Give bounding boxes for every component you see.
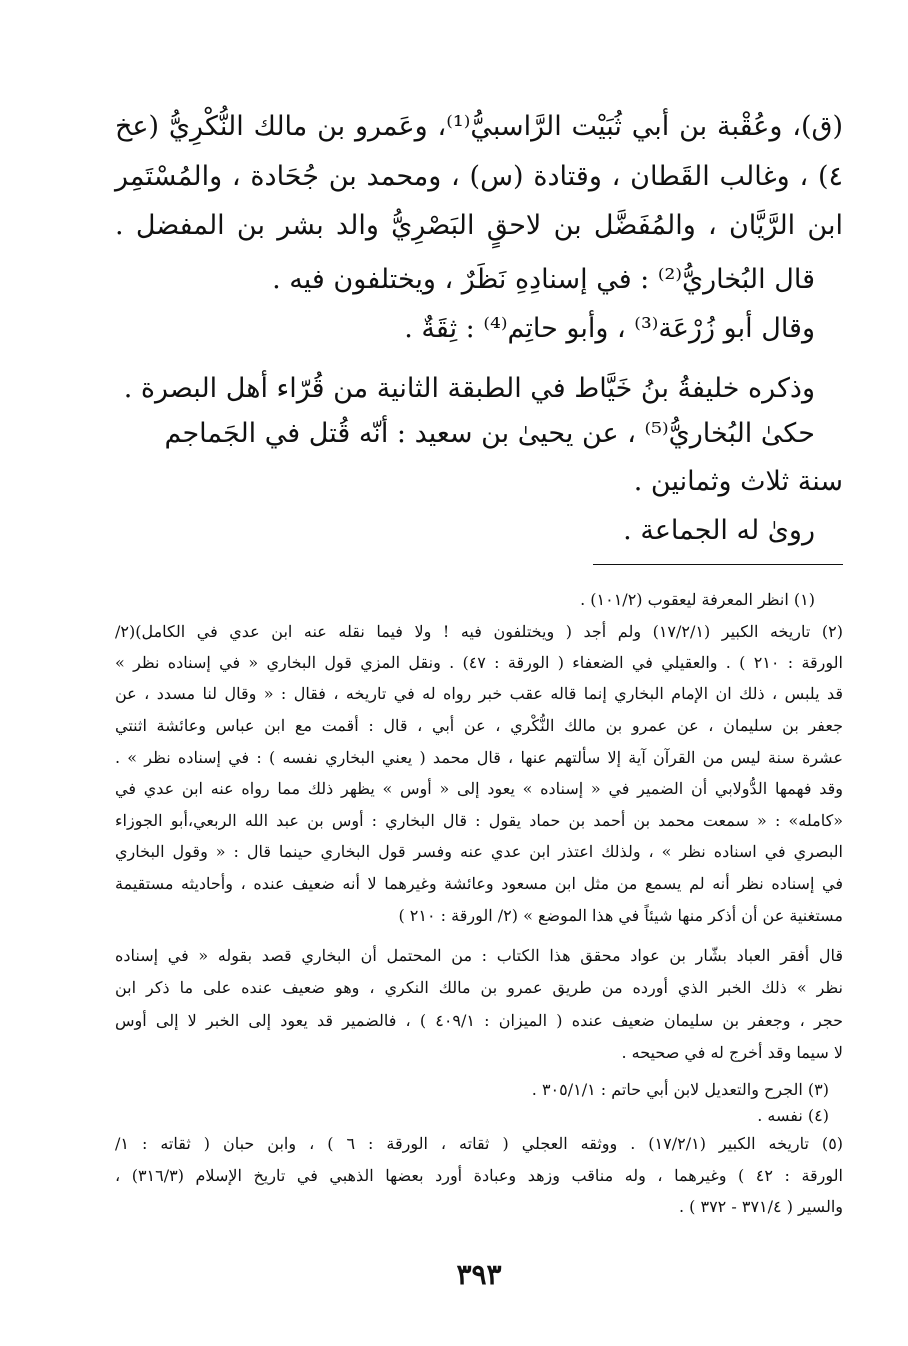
- footnote-line: «كامله» : « سمعت محمد بن أحمد بن حماد يقول : قال البخاري : أوس بن عبد الله الربعي،أبو الجوزاء: [115, 811, 843, 830]
- footnote-line: قد يلبس ، ذلك ان الإمام البخاري إنما قاله عقب خبر رواه له في تاريخه ، فقال : « وقال لنا مسدد ، عن: [115, 684, 843, 703]
- footnote-line: قال أفقر العباد بشّار بن عواد محقق هذا الكتاب : من المحتمل أن البخاري قصد بقوله « في إسناده: [115, 946, 843, 965]
- main-text-line: ابن الرَّيَّان ، والمُفَضَّل بن لاحقٍ البَصْرِيُّ والد بشر بن المفضل .: [115, 210, 843, 241]
- footnote-line: الورقة : ٤٢ ) وغيرهما ، وله مناقب وزهد وعبادة أورد بعضها الذهبي في تاريخ الإسلام (٣١٦/٣) ،: [115, 1166, 843, 1185]
- footnote-line: حجر ، وجعفر بن سليمان ضعيف عنده ( الميزان : ٤٠٩/١ ) ، فالضمير قد يعود إلى الخبر لا إلى أوس: [115, 1011, 843, 1030]
- main-text-line: روىٰ له الجماعة .: [623, 515, 815, 546]
- footnote-line: (٥) تاريخه الكبير (١٧/٢/١) . ووثقه العجلي ( ثقاته ، الورقة : ٦ ) ، وابن حبان ( ثقاته : ١/: [115, 1134, 844, 1153]
- footnote-line: الورقة : ٢١٠ ) . والعقيلي في الضعفاء ( الورقة : ٤٧) . ونقل المزي قول البخاري « في إسناده نظر »: [115, 653, 843, 672]
- main-text-line: حكىٰ البُخاريُّ⁽⁵⁾ ، عن يحيىٰ بن سعيد : أنّه قُتل في الجَماجم: [164, 418, 815, 449]
- main-text-line: (ق)، وعُقْبة بن أبي ثُبَيْت الرَّاسبيُّ⁽¹⁾، وعَمرو بن مالك النُّكْرِيُّ (عخ: [115, 111, 843, 142]
- book-page: [115, 0, 843, 1346]
- footnote-line: لا سيما وقد أخرج له في صحيحه .: [621, 1043, 843, 1062]
- footnote-line: وقد فهمها الدُّولابي أن الضمير في « إسناده » يعود إلى « أوس » يظهر ذلك مما رواه عنه ابن عدي في: [115, 779, 843, 798]
- page-number: ٣٩٣: [456, 1258, 502, 1291]
- footnote-line: البصري في اسناده نظر » ، ولذلك اعتذر ابن عدي عنه وفسر قول البخاري حينما قال : « وقول البخاري: [115, 842, 843, 861]
- main-text-line: وقال أبو زُرْعَة⁽³⁾ ، وأبو حاتِم⁽⁴⁾ : ثِقَةٌ .: [404, 313, 815, 344]
- footnote-line: مستغنية عن أن أذكر منها شيئاً في هذا الموضع » (٢/ الورقة : ٢١٠ ): [398, 906, 843, 925]
- footnote-line: في إسناده نظر أنه لم يسمع من مثل ابن مسعود وعائشة وغيرهما لا أنه ضعيف عنده ، وأحاديثه مستقيمة: [115, 874, 844, 893]
- footnote-line: (٤) نفسه .: [757, 1106, 829, 1125]
- main-text-line: قال البُخاريُّ⁽²⁾ : في إسنادِهِ نَظَرٌ ، ويختلفون فيه .: [272, 264, 815, 295]
- footnote-line: والسير ( ٣٧١/٤ - ٣٧٢ ) .: [678, 1197, 843, 1216]
- footnote-line: (٣) الجرح والتعديل لابن أبي حاتم : ٣٠٥/١/١ .: [531, 1080, 829, 1099]
- footnote-separator: [593, 564, 843, 565]
- footnote-line: عشرة سنة ليس من القرآن آية إلا سألتهم عنها ، قال محمد ( يعني البخاري نفسه ) : في إسناده نظر » .: [115, 748, 843, 767]
- footnote-line: جعفر بن سليمان ، عن عمرو بن مالك النُّكْري ، عن أبي ، قال : أقمت مع ابن عباس وعائشة اثنتي: [115, 716, 843, 735]
- main-text-line: سنة ثلاث وثمانين .: [633, 466, 843, 497]
- footnote-line: (٢) تاريخه الكبير (١٧/٢/١) ولم أجد ( ويختلفون فيه ! ولا فيما نقله عنه ابن عدي في الكامل)(٢/: [115, 622, 843, 641]
- main-text-line: وذكره خليفةُ بنُ خَيَّاط في الطبقة الثانية من قُرّاء أهل البصرة .: [123, 373, 815, 404]
- footnote-line: نظر » ذلك الخبر الذي أورده من طريق عمرو بن مالك النكري ، وهو ضعيف عنده على ما ذكر ابن: [115, 978, 843, 997]
- footnote-line: (١) انظر المعرفة ليعقوب (١٠١/٢) .: [580, 590, 815, 609]
- main-text-line: ٤) ، وغالب القَطان ، وقتادة (س) ، ومحمد بن جُحَادة ، والمُسْتَمِر: [115, 161, 843, 192]
